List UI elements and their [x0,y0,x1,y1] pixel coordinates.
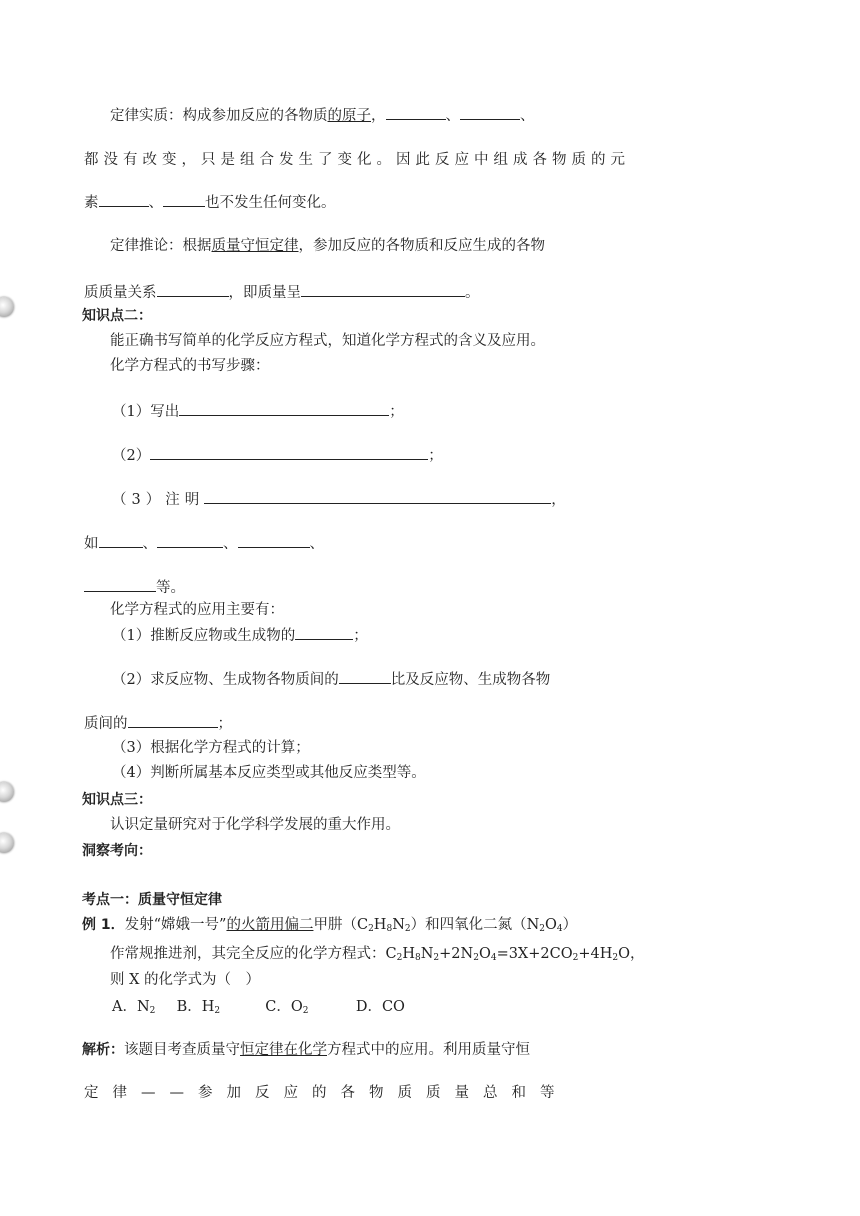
option-b[interactable]: B．$H_2$ [176,999,221,1016]
step-item: （3）注明 ， [112,489,566,510]
application-item: （1）推断反应物或生成物的 ； [112,625,368,646]
law-inference-line: 定律推论：根据质量守恒定律，参加反应的各物质和反应生成的各物 [110,238,545,254]
option-c[interactable]: C．$O_2$ [265,999,309,1016]
fill-blank[interactable] [84,577,156,592]
paragraph-text: 化学方程式的书写步骤： [110,358,270,374]
section-heading: 知识点三： [82,792,152,808]
fill-blank[interactable] [150,445,428,460]
paragraph-text: 都没有改变，只是组合发生了变化。因此反应中组成各物质的元 [84,152,630,168]
example-question: 作常规推进剂，其完全反应的化学方程式：$C_2H_8N_2+2N_2O_4=3X+2CO_2+4H_2O$， [110,946,645,963]
option-d[interactable]: D．CO [355,999,405,1015]
paragraph-text: 素 、 也不发生任何变化。 [84,192,336,213]
fill-blank[interactable] [128,713,218,728]
fill-blank[interactable] [460,105,520,120]
paragraph-text: 认识定量研究对于化学科学发展的重大作用。 [110,817,400,833]
fill-blank[interactable] [163,192,205,207]
step-item: （1）写出 ； [112,401,404,422]
fill-blank[interactable] [339,669,391,684]
fill-blank[interactable] [157,533,223,548]
section-heading: 洞察考向： [82,843,152,859]
application-item: （3）根据化学方程式的计算； [112,740,310,756]
binder-ring-icon [0,782,14,802]
example-question: 例 1．发射“嫦娥一号”的火箭用偏二甲肼$(C_2H_8N_2)$和四氧化二氮$(N_2O_4)$ [82,917,578,934]
paragraph-text: 化学方程式的应用主要有： [110,602,284,618]
application-item: （4）判断所属基本反应类型或其他反应类型等。 [112,765,426,781]
example-question: 则 X 的化学式为（ ） [110,972,261,988]
examples-line: 等。 [84,577,185,598]
binder-ring-icon [0,297,14,317]
fill-blank[interactable] [238,533,310,548]
answer-options [112,997,405,1021]
topic-heading: 考点一：质量守恒定律 [82,892,222,908]
fill-blank[interactable] [99,533,143,548]
law-essence-line: 定律实质：构成参加反应的各物质的原子， 、 、 [110,105,535,126]
paragraph-text: 能正确书写简单的化学反应方程式，知道化学方程式的含义及应用。 [110,333,545,349]
application-item: 质间的 ； [84,713,232,734]
fill-blank[interactable] [204,489,551,504]
analysis-line: 解析：该题目考查质量守恒定律在化学方程式中的应用。利用质量守恒 [82,1042,530,1058]
fill-blank[interactable] [179,401,389,416]
examples-line: 如 、 、 、 [84,533,324,554]
step-item: （2） ； [112,445,443,466]
fill-blank[interactable] [157,282,229,297]
option-a[interactable]: A．$N_2$ [112,999,156,1016]
fill-blank[interactable] [295,625,353,640]
section-heading: 知识点二： [82,308,152,324]
fill-blank[interactable] [301,282,465,297]
application-item: （2）求反应物、生成物各物质间的 比及反应物、生成物各物 [112,669,550,690]
fill-blank[interactable] [99,192,149,207]
binder-ring-icon [0,833,14,853]
fill-blank[interactable] [386,105,446,120]
analysis-line: 定律——参加反应的各物质质量总和等 [84,1085,569,1101]
paragraph-text: 质质量关系 ，即质量呈 。 [84,282,480,303]
